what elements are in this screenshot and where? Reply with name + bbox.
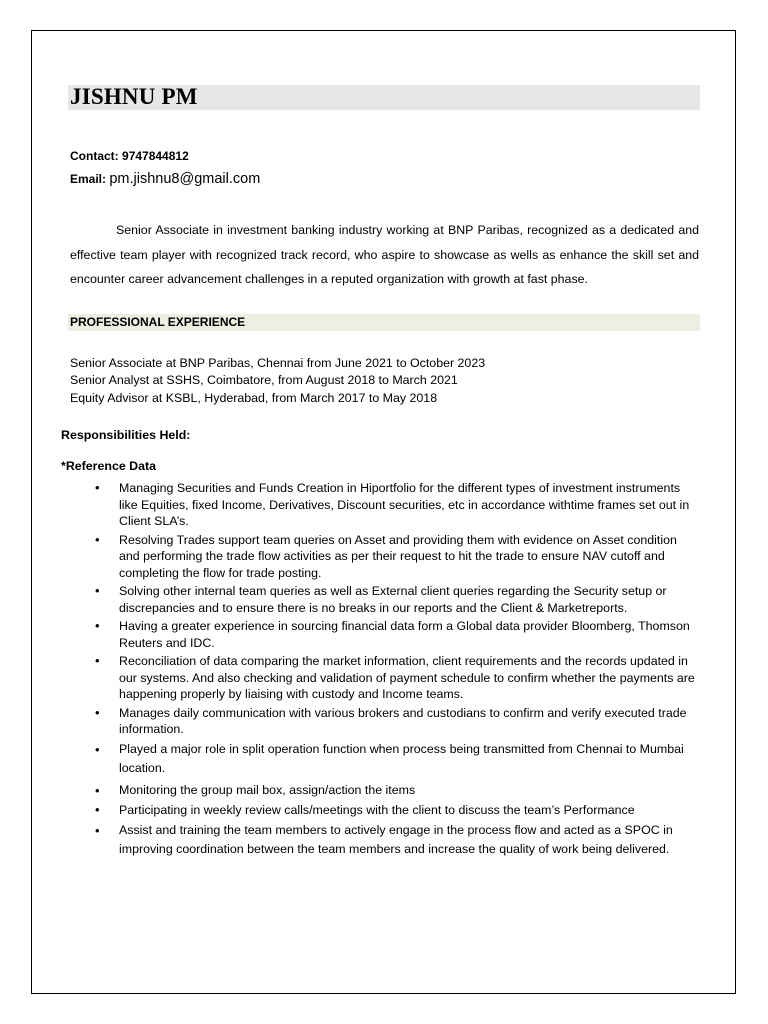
experience-item: Senior Associate at BNP Paribas, Chennai from June 2021 to October 2023: [70, 356, 486, 370]
experience-section-title: PROFESSIONAL EXPERIENCE: [70, 315, 246, 329]
candidate-name: JISHNU PM: [70, 84, 198, 109]
summary-paragraph: Senior Associate in investment banking industry working at BNP Paribas, recognized as a dedicated and effective team player with recognized track record, who aspire to showcase as wells as enhance the skill set and encounter career advancement challenges in a reputed organization with growth at fast phase.: [70, 223, 699, 286]
email-line: [70, 171, 260, 187]
list-item: • Assist and training the team members to actively engage in the process flow and acted as a SPOC in improving coordination between the team members and increase the quality of work being delivered.: [119, 821, 697, 860]
list-item: • Solving other internal team queries as well as External client queries regarding the Security setup or discrepancies and to ensure there is no breaks in our reports and the Client & Marketreports.: [119, 583, 697, 616]
list-item: • Participating in weekly review calls/meetings with the client to discuss the team’s Performance: [119, 802, 697, 819]
experience-list: [70, 355, 485, 407]
list-item: • Monitoring the group mail box, assign/action the items: [119, 781, 697, 801]
contact-label: Contact:: [70, 149, 119, 163]
list-item: • Resolving Trades support team queries on Asset and providing them with evidence on Asset condition and performing the trade flow activities as per their request to hit the trade to ensure NAV cutoff and completing the flow for trade posting.: [119, 532, 697, 582]
list-item: • Played a major role in split operation function when process being transmitted from Chennai to Mumbai location.: [119, 740, 697, 779]
list-item: • Manages daily communication with various brokers and custodians to confirm and verify executed trade information.: [119, 705, 697, 738]
list-item: • Having a greater experience in sourcing financial data form a Global data provider Bloomberg, Thomson Reuters and IDC.: [119, 618, 697, 651]
responsibilities-title: Responsibilities Held:: [61, 428, 191, 442]
reference-data-subtitle: *Reference Data: [61, 459, 157, 473]
experience-item: Senior Analyst at SSHS, Coimbatore, from August 2018 to March 2021: [70, 373, 458, 388]
list-item: • Managing Securities and Funds Creation in Hiportfolio for the different types of investment instruments like Equities, fixed Income, Derivatives, Discount securities, etc in accordance withtime frames set out in Client SLA’s.: [119, 480, 697, 530]
responsibilities-list: [119, 480, 697, 862]
experience-item: Equity Advisor at KSBL, Hyderabad, from March 2017 to May 2018: [70, 390, 438, 405]
email-value: pm.jishnu8@gmail.com: [109, 171, 261, 187]
contact-line: [70, 149, 189, 163]
contact-value: 9747844812: [122, 149, 189, 163]
email-label: Email:: [70, 172, 107, 186]
list-item: • Reconciliation of data comparing the market information, client requirements and the records updated in our systems. And also checking and validation of payment schedule to confirm whether the payments are happening properly by liaising with custody and Income teams.: [119, 653, 697, 703]
